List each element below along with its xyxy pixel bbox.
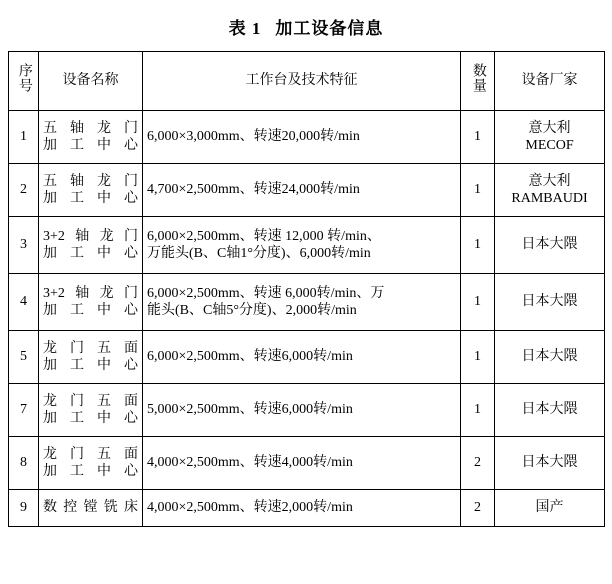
row-index: 4 xyxy=(9,274,39,331)
table-caption-title: 加工设备信息 xyxy=(275,19,384,38)
row-spec-line2: 能头(B、C轴5°分度)、2,000转/min xyxy=(147,303,357,318)
table-header-row xyxy=(9,52,605,111)
row-equipment-name xyxy=(39,490,143,527)
row-manufacturer xyxy=(495,274,605,331)
document-page xyxy=(0,14,612,584)
row-spec-line1: 4,700×2,500mm、转速24,000转/min xyxy=(147,182,360,198)
row-equipment-name xyxy=(39,164,143,217)
row-spec xyxy=(143,164,461,217)
header-spec: 工作台及技术特征 xyxy=(143,52,461,111)
row-manufacturer-line1: 意大利 xyxy=(528,120,571,136)
header-qty xyxy=(461,52,495,111)
row-spec xyxy=(143,384,461,437)
row-manufacturer xyxy=(495,111,605,164)
row-manufacturer xyxy=(495,384,605,437)
row-index: 7 xyxy=(9,384,39,437)
row-spec xyxy=(143,274,461,331)
row-manufacturer xyxy=(495,331,605,384)
header-index-label: 序号 xyxy=(16,63,32,94)
row-index: 8 xyxy=(9,437,39,490)
row-manufacturer-line2: RAMBAUDI xyxy=(511,191,588,206)
row-equipment-name-line2: 加工中心 xyxy=(43,464,138,479)
row-equipment-name xyxy=(39,217,143,274)
row-index: 3 xyxy=(9,217,39,274)
row-equipment-name-line1: 龙 门 五 面 xyxy=(43,393,138,409)
row-spec-line1: 4,000×2,500mm、转速4,000转/min xyxy=(147,455,353,471)
row-spec xyxy=(143,437,461,490)
equipment-table xyxy=(8,51,605,527)
row-manufacturer xyxy=(495,490,605,527)
row-spec-line1: 6,000×2,500mm、转速 6,000转/min、万 xyxy=(147,285,385,301)
row-equipment-name-line1: 五 轴 龙 门 xyxy=(43,173,138,189)
row-equipment-name xyxy=(39,384,143,437)
row-equipment-name-line2: 加工中心 xyxy=(43,303,138,318)
row-quantity: 1 xyxy=(461,274,495,331)
row-spec xyxy=(143,331,461,384)
row-index: 9 xyxy=(9,490,39,527)
row-manufacturer-line1: 意大利 xyxy=(528,173,571,189)
row-equipment-name xyxy=(39,274,143,331)
row-index: 1 xyxy=(9,111,39,164)
header-maker: 设备厂家 xyxy=(495,52,605,111)
row-spec-line1: 6,000×2,500mm、转速6,000转/min xyxy=(147,349,353,365)
table-row xyxy=(9,437,605,490)
header-qty-label: 数量 xyxy=(470,63,486,94)
row-equipment-name-line2: 加工中心 xyxy=(43,138,138,153)
table-row xyxy=(9,384,605,437)
row-spec-line1: 6,000×3,000mm、转速20,000转/min xyxy=(147,129,360,145)
row-spec-line1: 4,000×2,500mm、转速2,000转/min xyxy=(147,500,353,516)
row-index: 2 xyxy=(9,164,39,217)
row-equipment-name-line1: 龙 门 五 面 xyxy=(43,446,138,462)
row-spec-line1: 6,000×2,500mm、转速 12,000 转/min、 xyxy=(147,228,381,244)
row-spec xyxy=(143,490,461,527)
row-spec xyxy=(143,217,461,274)
row-quantity: 1 xyxy=(461,331,495,384)
row-equipment-name-line1: 3+2轴龙门 xyxy=(43,285,138,301)
table-caption xyxy=(8,14,604,39)
table-row xyxy=(9,490,605,527)
row-quantity: 1 xyxy=(461,384,495,437)
table-row xyxy=(9,164,605,217)
row-equipment-name xyxy=(39,437,143,490)
row-quantity: 1 xyxy=(461,111,495,164)
table-row xyxy=(9,331,605,384)
row-equipment-name-line1: 五 轴 龙 门 xyxy=(43,120,138,136)
row-manufacturer xyxy=(495,217,605,274)
table-row xyxy=(9,217,605,274)
row-manufacturer-line1: 日本大隈 xyxy=(521,455,578,471)
row-quantity: 1 xyxy=(461,164,495,217)
row-spec-line2: 万能头(B、C轴1°分度)、6,000转/min xyxy=(147,246,371,261)
table-row xyxy=(9,111,605,164)
header-name: 设备名称 xyxy=(39,52,143,111)
row-manufacturer-line1: 日本大隈 xyxy=(521,237,578,253)
row-manufacturer xyxy=(495,164,605,217)
row-manufacturer-line1: 日本大隈 xyxy=(521,402,578,418)
row-manufacturer-line1: 日本大隈 xyxy=(521,294,578,310)
row-equipment-name-line2: 加工中心 xyxy=(43,358,138,373)
row-equipment-name-line2: 加工中心 xyxy=(43,191,138,206)
row-equipment-name-line1: 龙 门 五 面 xyxy=(43,340,138,356)
row-spec-line1: 5,000×2,500mm、转速6,000转/min xyxy=(147,402,353,418)
row-manufacturer xyxy=(495,437,605,490)
row-equipment-name xyxy=(39,111,143,164)
row-equipment-name-line2: 加工中心 xyxy=(43,246,138,261)
row-manufacturer-line2: MECOF xyxy=(525,138,574,153)
row-manufacturer-line1: 日本大隈 xyxy=(521,349,578,365)
row-index: 5 xyxy=(9,331,39,384)
row-spec xyxy=(143,111,461,164)
row-quantity: 2 xyxy=(461,490,495,527)
row-manufacturer-line1: 国产 xyxy=(535,500,564,516)
row-equipment-name-line2: 加工中心 xyxy=(43,411,138,426)
row-quantity: 2 xyxy=(461,437,495,490)
row-equipment-name-line1: 3+2轴龙门 xyxy=(43,228,138,244)
header-index xyxy=(9,52,39,111)
row-equipment-name xyxy=(39,331,143,384)
table-caption-number: 表 1 xyxy=(228,19,262,38)
row-quantity: 1 xyxy=(461,217,495,274)
row-equipment-name-line1: 数控镗铣床 xyxy=(43,500,138,516)
table-row xyxy=(9,274,605,331)
